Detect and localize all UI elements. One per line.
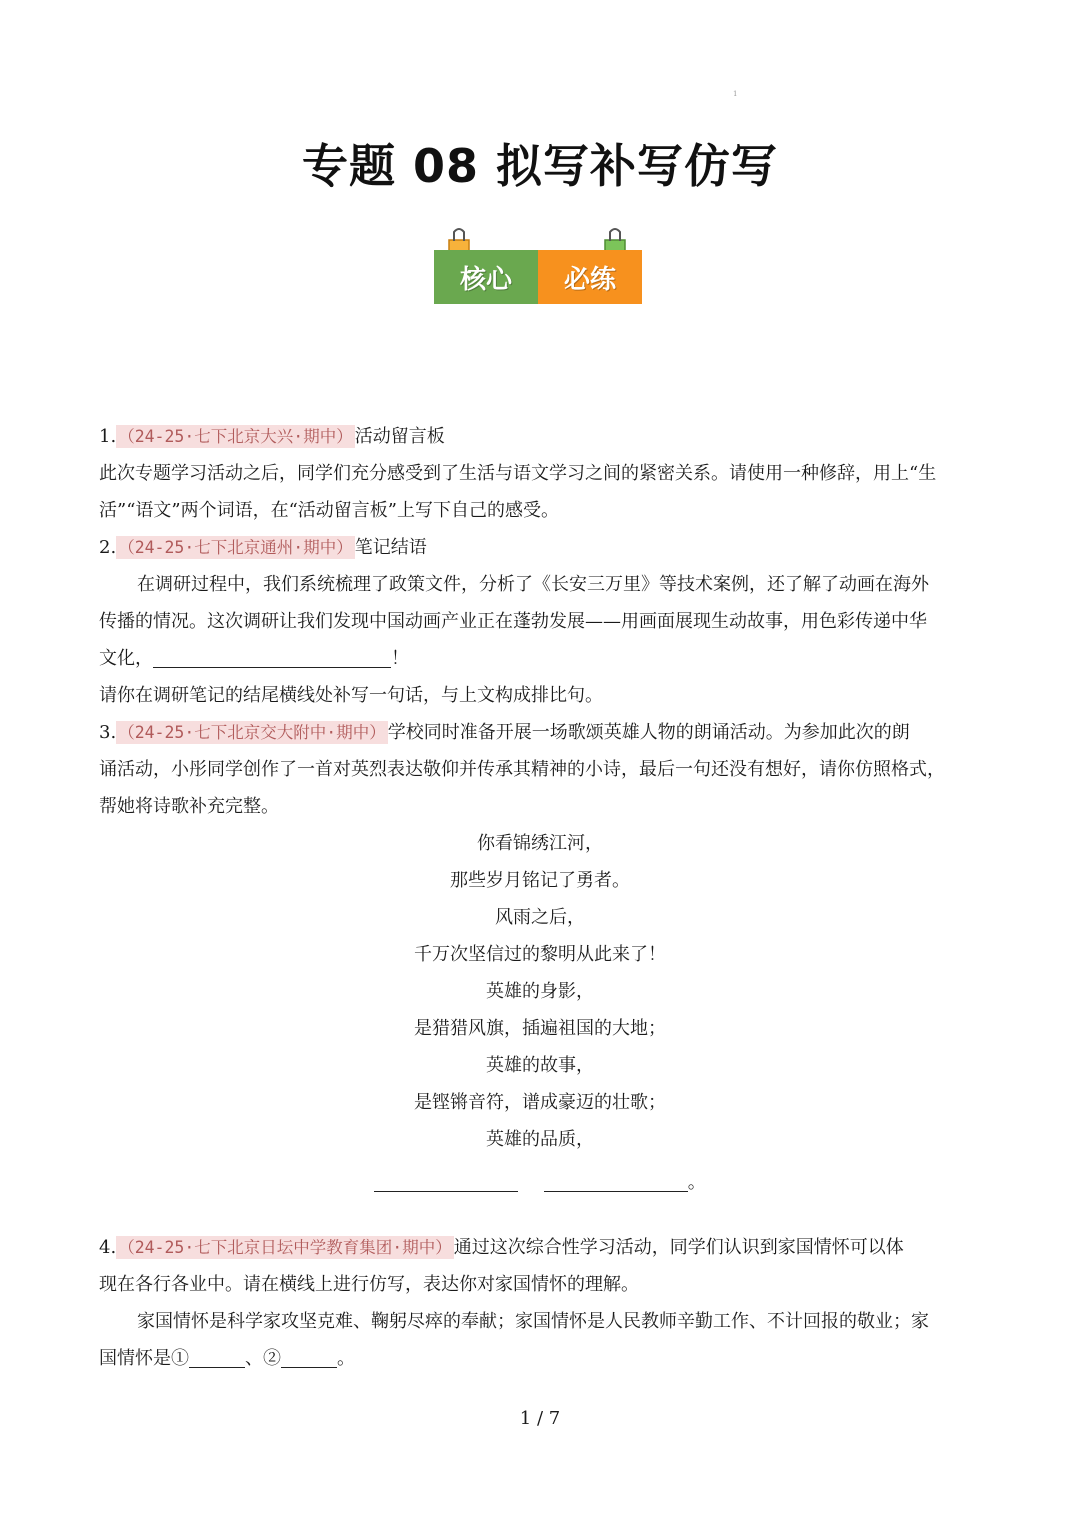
answer-blank[interactable] (281, 1345, 337, 1368)
question-4 (99, 1229, 989, 1377)
question-number: 3. (99, 722, 117, 743)
question-text: 诵活动，小彤同学创作了一首对英烈表达敬仰并传承其精神的小诗，最后一句还没有想好，请你仿照格式， (99, 759, 945, 780)
question-number: 4. (99, 1237, 117, 1258)
question-1 (99, 418, 989, 529)
question-text: 学校同时准备开展一场歌颂英雄人物的朗诵活动。为参加此次的朗 (387, 722, 910, 743)
answer-blank[interactable] (153, 645, 391, 668)
answer-blank[interactable] (374, 1169, 518, 1192)
question-text: 帮她将诗歌补充完整。 (99, 796, 279, 817)
poem-line: 英雄的故事， (486, 1055, 594, 1076)
question-text: 活”“语文”两个词语，在“活动留言板”上写下自己的感受。 (99, 500, 560, 521)
question-text: 此次专题学习活动之后，同学们充分感受到了生活与语文学习之间的紧密关系。请使用一种修辞，用上“生 (99, 463, 937, 484)
page-mark: 1 (733, 90, 738, 98)
question-number: 2. (99, 537, 117, 558)
page-title: 专题 08 拟写补写仿写 (301, 139, 779, 193)
poem-line: 你看锦绣江河， (477, 833, 603, 854)
poem (0, 825, 1080, 1201)
poem-line: 风雨之后， (495, 907, 585, 928)
question-heading: 活动留言板 (354, 426, 445, 447)
poem-line: 是猎猎风旗，插遍祖国的大地； (414, 1018, 666, 1039)
source-tag: （24-25·七下北京日坛中学教育集团·期中） (118, 1238, 452, 1257)
passage-text: 国情怀是① (99, 1348, 189, 1369)
question-text: 请你在调研笔记的结尾横线处补写一句话，与上文构成排比句。 (99, 685, 603, 706)
question-3 (99, 714, 989, 825)
question-number: 1. (99, 426, 117, 447)
poem-line: 那些岁月铭记了勇者。 (450, 870, 630, 891)
page-number: 1 / 7 (519, 1408, 561, 1429)
core-practice-banner (432, 228, 644, 308)
poem-line: 千万次坚信过的黎明从此来了！ (414, 944, 666, 965)
question-text: 通过这次综合性学习活动，同学们认识到家国情怀可以体 (453, 1237, 904, 1258)
passage-text: ！ (391, 648, 409, 669)
answer-blank[interactable] (189, 1345, 245, 1368)
question-heading: 笔记结语 (354, 537, 427, 558)
question-2 (99, 529, 989, 714)
banner-core-label: 核心 (434, 250, 538, 304)
source-tag: （24-25·七下北京通州·期中） (118, 538, 353, 557)
poem-line: 是铿锵音符，谱成豪迈的壮歌； (414, 1092, 666, 1113)
poem-end-mark: 。 (687, 1172, 706, 1193)
passage-text: 。 (337, 1348, 355, 1369)
passage-text: 家国情怀是科学家攻坚克难、鞠躬尽瘁的奉献；家国情怀是人民教师辛勤工作、不计回报的敬业；家 (137, 1311, 929, 1332)
passage-text: 在调研过程中，我们系统梳理了政策文件，分析了《长安三万里》等技术案例，还了解了动画在海外 (137, 574, 929, 595)
poem-line: 英雄的品质， (486, 1129, 594, 1150)
question-text: 现在各行各业中。请在横线上进行仿写，表达你对家国情怀的理解。 (99, 1274, 639, 1295)
passage-text: 文化， (99, 648, 153, 669)
poem-line: 英雄的身影， (486, 981, 594, 1002)
source-tag: （24-25·七下北京大兴·期中） (118, 427, 353, 446)
passage-text: 、② (245, 1348, 281, 1369)
answer-blank[interactable] (544, 1169, 688, 1192)
passage-text: 传播的情况。这次调研让我们发现中国动画产业正在蓬勃发展——用画面展现生动故事，用色彩传递中华 (99, 611, 927, 632)
source-tag: （24-25·七下北京交大附中·期中） (118, 723, 386, 742)
banner-practice-label: 必练 (538, 250, 642, 304)
